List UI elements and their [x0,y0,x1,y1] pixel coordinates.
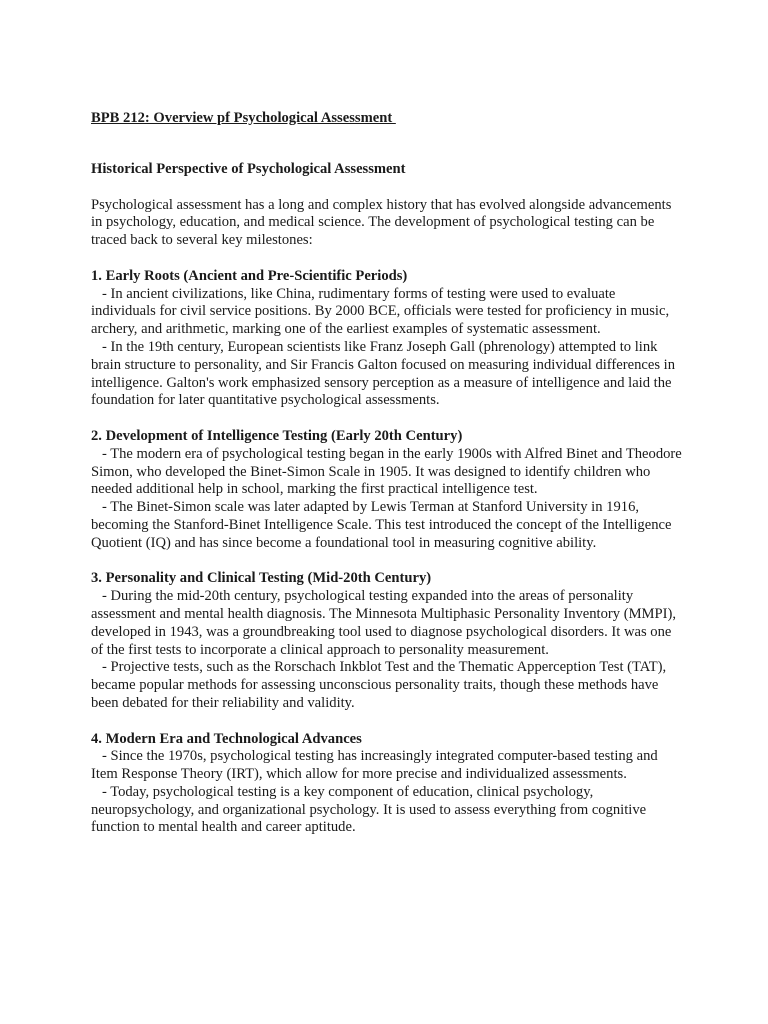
section-heading: 1. Early Roots (Ancient and Pre-Scientific Periods) [91,267,408,284]
section-bullet: - The modern era of psychological testing began in the early 1900s with Alfred Binet and Theodore Simon, who developed the Binet-Simon Scale in 1905. It was designed to identify children who needed additional help in school, marking the first practical intelligence test. [91,445,686,498]
section-bullet: - The Binet-Simon scale was later adapted by Lewis Terman at Stanford University in 1916, becoming the Stanford-Binet Intelligence Scale. This test introduced the concept of the Intelligence Quotient (IQ) and has since become a foundational tool in measuring cognitive ability. [91,499,676,551]
section-heading: 2. Development of Intelligence Testing (Early 20th Century) [91,427,463,444]
section-modern-era [91,731,682,838]
section-bullet: - Projective tests, such as the Rorschach Inkblot Test and the Thematic Apperception Test (TAT), became popular methods for assessing unconscious personality traits, though these methods have been debated for their reliability and validity. [91,659,670,711]
section-personality-clinical [91,570,682,712]
section-bullet: - In ancient civilizations, like China, rudimentary forms of testing were used to evaluate individuals for civil service positions. By 2000 BCE, officials were tested for proficiency in music, archery, and arithmetic, marking one of the earliest examples of systematic assessment. [91,285,673,338]
section-bullet: - In the 19th century, European scientists like Franz Joseph Gall (phrenology) attempted to link brain structure to personality, and Sir Francis Galton focused on measuring individual differences in intelligence. Galton's work emphasized sensory perception as a measure of intelligence and laid the foundation for later quantitative psychological assessments. [91,338,679,409]
document-title: BPB 212: Overview pf Psychological Assessment [91,110,396,126]
main-heading: Historical Perspective of Psychological Assessment [91,161,406,177]
section-heading: 4. Modern Era and Technological Advances [91,730,362,747]
intro-paragraph: Psychological assessment has a long and complex history that has evolved alongside advancements in psychology, education, and medical science. The development of psychological testing can be traced back to several key milestones: [91,196,672,249]
section-bullet: - Today, psychological testing is a key component of education, clinical psychology, neuropsychology, and organizational psychology. It is used to assess everything from cognitive function to mental health and career aptitude. [91,783,650,836]
section-heading: 3. Personality and Clinical Testing (Mid-20th Century) [91,570,432,587]
section-intelligence-testing [91,427,686,553]
section-bullet: - Since the 1970s, psychological testing has increasingly integrated computer-based testing and Item Response Theory (IRT), which allow for more precise and individualized assessments. [91,748,662,783]
section-early-roots [91,268,682,410]
section-bullet: - During the mid-20th century, psychological testing expanded into the areas of personality assessment and mental health diagnosis. The Minnesota Multiphasic Personality Inventory (MMPI), developed in 1943, was a groundbreaking tool used to diagnose psychological disorders. It was one of the first tests to incorporate a clinical approach to personality measurement. [91,588,680,658]
